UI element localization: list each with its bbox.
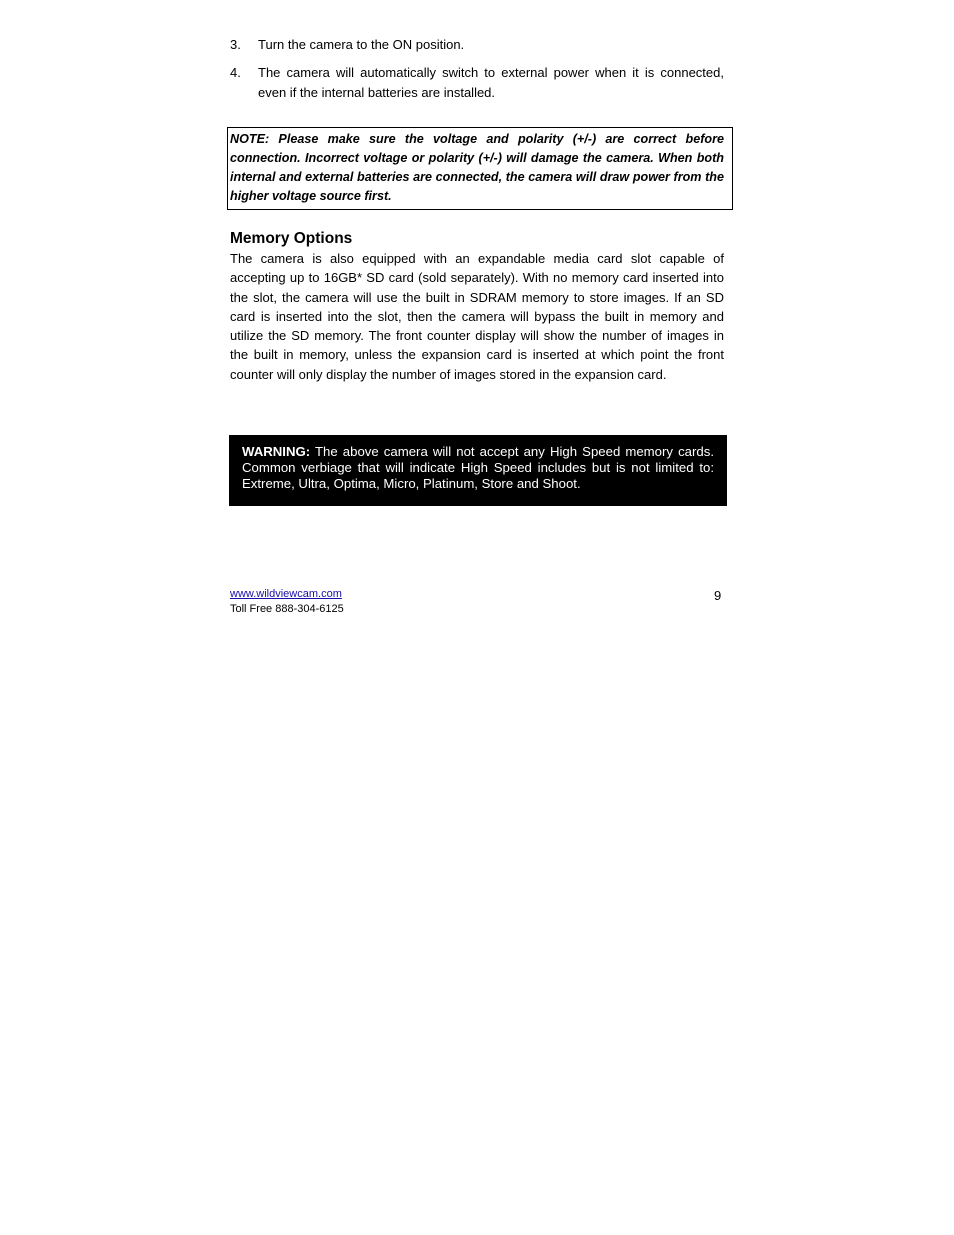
note-text: NOTE: Please make sure the voltage and polarity (+/-) are correct before connection. Incorrect voltage or polarity (+/-) will damage the camera. When both internal and external batteries are connected, the camera will draw power from the higher voltage source first.	[230, 132, 724, 203]
voltage-note-box	[227, 127, 733, 210]
section-heading: Memory Options	[230, 230, 353, 247]
step-text: Turn the camera to the ON position.	[258, 37, 465, 52]
toll-free-phone: Toll Free 888-304-6125	[230, 603, 344, 615]
memory-options-paragraph: The camera is also equipped with an expandable media card slot capable of accepting up to 16GB* SD card (sold separately). With no memory card inserted into the slot, the camera will use the built in SDRAM memory to store images. If an SD card is inserted into the slot, then the camera will bypass the built in memory and utilize the SD memory. The front counter display will show the number of images in the built in memory, unless the expansion card is inserted at which point the front counter will only display the number of images stored in the expansion card.	[230, 251, 724, 382]
warning-text: The above camera will not accept any High Speed memory cards. Common verbiage that will indicate High Speed includes but is not limited to: Extreme, Ultra, Optima, Micro, Platinum, Store and Shoot.	[242, 444, 714, 491]
list-item	[230, 63, 724, 103]
page-number: 9	[714, 588, 722, 603]
step-number: 3.	[230, 37, 241, 52]
steps-list	[230, 35, 724, 111]
warning-label: WARNING:	[242, 444, 311, 459]
step-text: The camera will automatically switch to external power when it is connected, even if the internal batteries are installed.	[258, 65, 724, 100]
warning-box	[229, 435, 727, 506]
list-item	[230, 35, 724, 55]
website-link[interactable]: www.wildviewcam.com	[230, 588, 342, 600]
step-number: 4.	[230, 65, 241, 80]
